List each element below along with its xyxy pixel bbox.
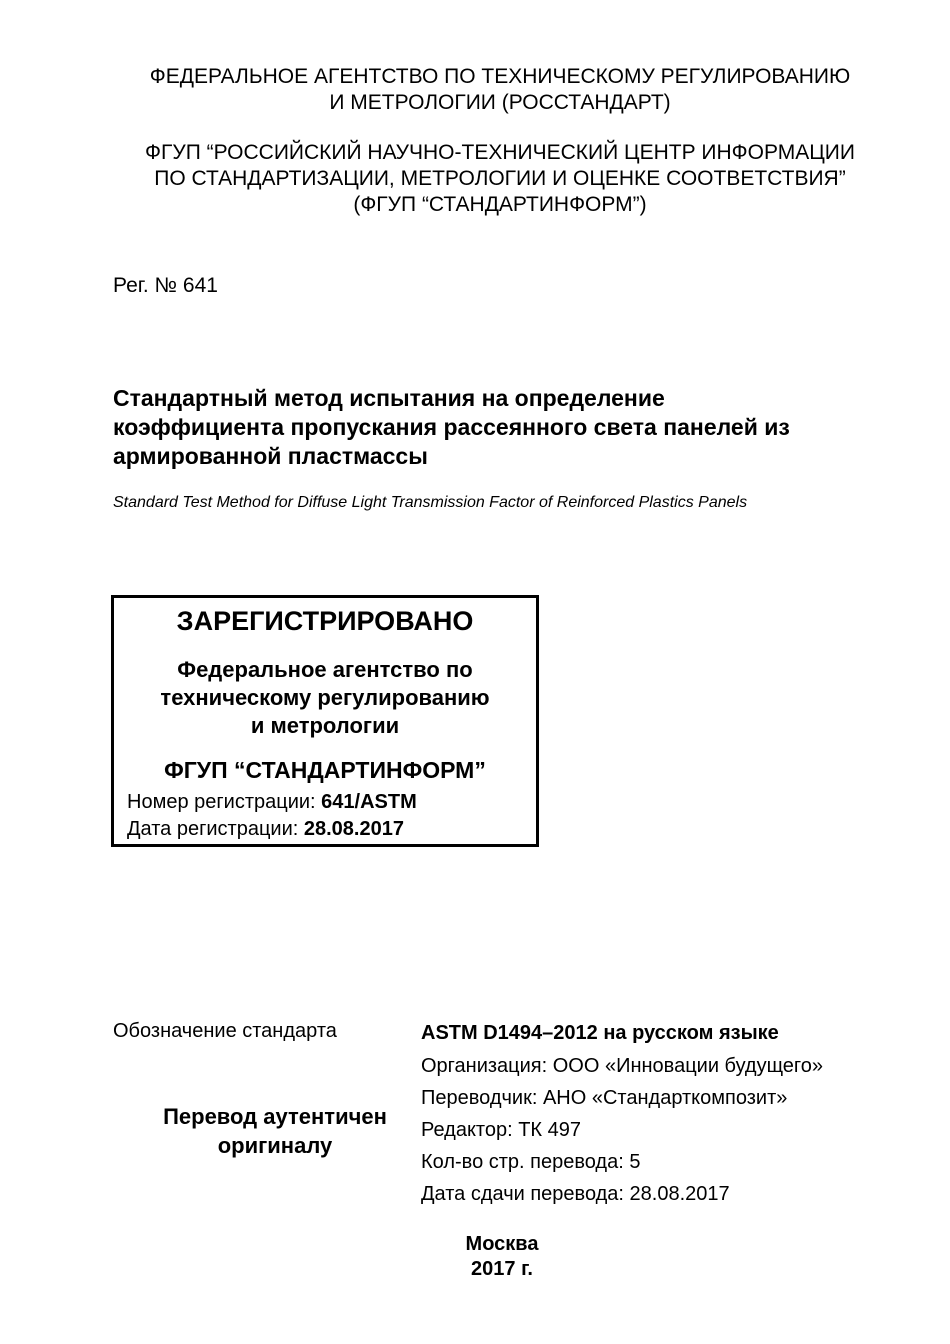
header-agency (100, 64, 900, 116)
stamp-reg-date (127, 818, 404, 841)
footer-place (400, 1232, 604, 1282)
header-agency-line2: И МЕТРОЛОГИИ (РОССТАНДАРТ) (329, 91, 671, 114)
stamp-reg-number-value: 641/ASTM (321, 791, 417, 813)
footer-year: 2017 г. (471, 1258, 533, 1280)
header-organization (100, 140, 900, 218)
header-org-line3: (ФГУП “СТАНДАРТИНФОРМ”) (353, 193, 647, 216)
authentic-line1: Перевод аутентичен (163, 1104, 387, 1129)
english-title: Standard Test Method for Diffuse Light Transmission Factor of Reinforced Plastics Panels (113, 494, 748, 511)
stamp-reg-date-label: Дата регистрации: (127, 818, 304, 840)
stamp-agency-line3: и метрологии (250, 713, 400, 738)
designation-label: Обозначение стандарта (113, 1020, 337, 1042)
stamp-agency-line1: Федеральное агентство по (177, 657, 473, 682)
header-agency-line1: ФЕДЕРАЛЬНОЕ АГЕНТСТВО ПО ТЕХНИЧЕСКОМУ РЕГУЛИРОВАНИЮ (149, 65, 851, 88)
stamp-reg-number (127, 791, 417, 814)
registration-stamp (111, 595, 539, 847)
title-line2: коэффициента пропускания рассеянного света панелей из (113, 414, 790, 440)
stamp-agency-line2: техническому регулированию (160, 685, 490, 710)
title-line1: Стандартный метод испытания на определение (113, 385, 665, 411)
stamp-organization: ФГУП “СТАНДАРТИНФОРМ” (164, 757, 486, 783)
stamp-reg-number-label: Номер регистрации: (127, 791, 322, 813)
stamp-title: ЗАРЕГИСТРИРОВАНО (176, 606, 474, 636)
stamp-agency (114, 656, 536, 740)
authenticity-note (130, 1102, 420, 1160)
authentic-line2: оригиналу (217, 1133, 333, 1158)
stamp-reg-date-value: 28.08.2017 (303, 818, 404, 840)
document-title (113, 384, 913, 471)
info-pages: Кол-во стр. перевода: 5 (421, 1151, 641, 1173)
header-org-line2: ПО СТАНДАРТИЗАЦИИ, МЕТРОЛОГИИ И ОЦЕНКЕ СООТВЕТСТВИЯ” (154, 167, 846, 190)
info-date: Дата сдачи перевода: 28.08.2017 (421, 1183, 730, 1205)
info-organization: Организация: ООО «Инновации будущего» (421, 1055, 824, 1077)
info-editor: Редактор: ТК 497 (421, 1119, 581, 1141)
registration-number: Рег. № 641 (113, 274, 218, 297)
footer-city: Москва (465, 1233, 539, 1255)
info-translator: Переводчик: АНО «Стандарткомпозит» (421, 1087, 788, 1109)
standard-designation: ASTM D1494–2012 на русском языке (421, 1022, 779, 1044)
header-org-line1: ФГУП “РОССИЙСКИЙ НАУЧНО-ТЕХНИЧЕСКИЙ ЦЕНТР ИНФОРМАЦИИ (145, 141, 855, 164)
title-line3: армированной пластмассы (113, 443, 428, 469)
